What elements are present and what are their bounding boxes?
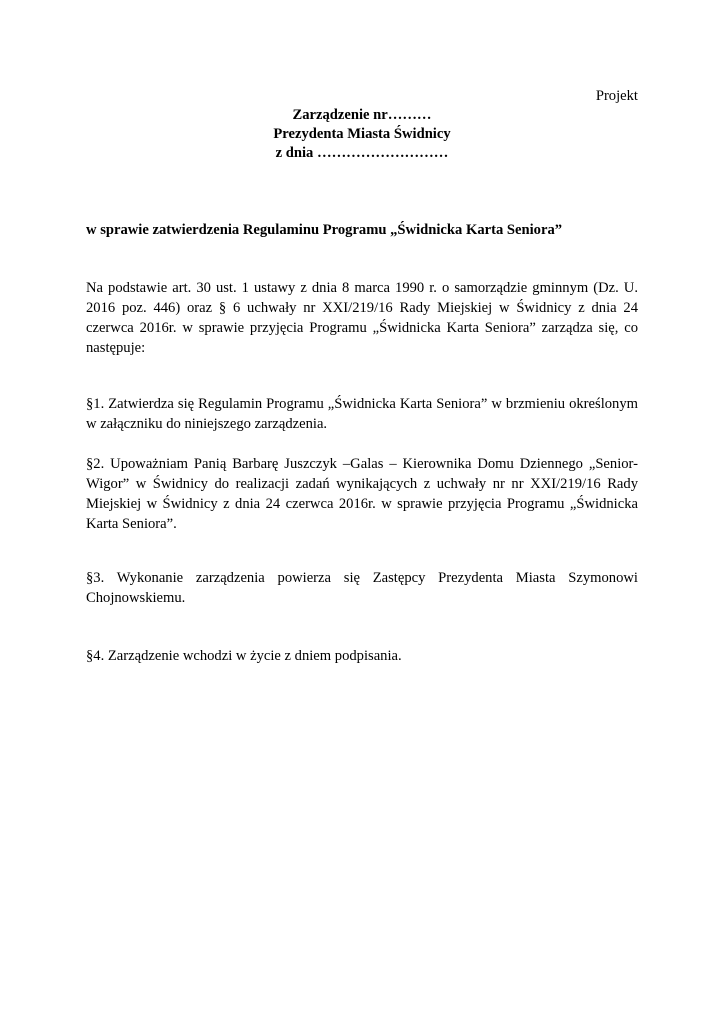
ordinance-number: Zarządzenie nr………	[292, 107, 432, 123]
legal-basis-paragraph: Na podstawie art. 30 ust. 1 ustawy z dnia 8 marca 1990 r. o samorządzie gminnym (Dz. U. 2016 poz. 446) oraz § 6 uchwały nr XXI/219/16 Rady Miejskiej w Świdnicy z dnia 24 czerwca 2016r. w sprawie przyjęcia Programu „Świdnicka Karta Seniora” zarządza się, co następuje:	[86, 280, 638, 356]
document-subject: w sprawie zatwierdzenia Regulaminu Programu „Świdnicka Karta Seniora”	[86, 222, 563, 238]
issuer: Prezydenta Miasta Świdnicy	[273, 126, 451, 142]
section-1-paragraph: §1. Zatwierdza się Regulamin Programu „Świdnicka Karta Seniora” w brzmieniu określonym w załączniku do niniejszego zarządzenia.	[86, 396, 638, 432]
draft-label: Projekt	[595, 88, 638, 104]
document-header	[86, 106, 638, 163]
ordinance-date: z dnia ………………………	[275, 145, 449, 161]
section-2-paragraph: §2. Upoważniam Panią Barbarę Juszczyk –Galas – Kierownika Domu Dziennego „Senior-Wigor” w Świdnicy do realizacji zadań wynikających z uchwały nr nr XXI/219/16 Rady Miejskiej w Świdnicy z dnia 24 czerwca 2016r. w sprawie przyjęcia Programu „Świdnicka Karta Seniora”.	[86, 456, 638, 532]
section-4-paragraph: §4. Zarządzenie wchodzi w życie z dniem podpisania.	[86, 648, 402, 664]
section-3-paragraph: §3. Wykonanie zarządzenia powierza się Zastępcy Prezydenta Miasta Szymonowi Chojnowskiemu.	[86, 570, 638, 606]
